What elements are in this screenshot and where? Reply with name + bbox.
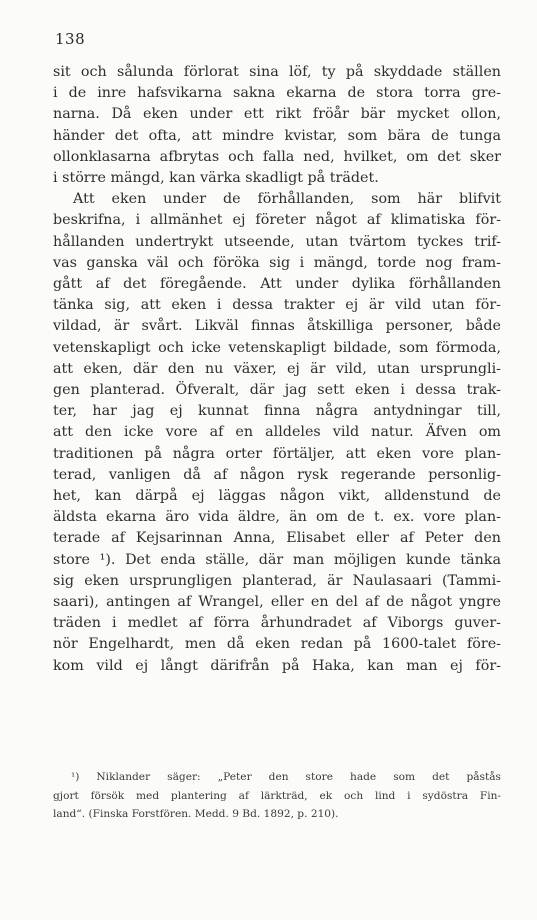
text-line: träden i medlet af förra århundradet af Viborgs guver- [53,615,501,632]
text-line: kom vild ej långt därifrån på Haka, kan man ej för- [53,657,501,674]
footnote-line: land“. (Finska Forstfören. Medd. 9 Bd. 1892, p. 210). [53,808,339,820]
text-line: vas ganska väl och föröka sig i mängd, torde nog fram- [53,254,501,271]
footnote [53,768,501,824]
text-line: i de inre hafsvikarna sakna ekarna de stora torra gre- [53,85,501,102]
text-line: gen planterad. Öfveralt, där jag sett eken i dessa trak- [53,382,501,399]
text-line: händer det ofta, att mindre kvistar, som bära de tunga [53,127,501,144]
text-line: Att eken under de förhållanden, som här blifvit [73,191,501,208]
text-line: ollonklasarna afbrytas och falla ned, hvilket, om det sker [53,148,501,165]
text-line: tänka sig, att eken i dessa trakter ej är vild utan för- [53,297,501,314]
text-line: äldsta ekarna äro vida äldre, än om de t. ex. vore plan- [53,509,501,526]
text-line: saari), antingen af Wrangel, eller en del af de något yngre [53,594,501,611]
text-line: store ¹). Det enda ställe, där man möjligen kunde tänka [53,551,501,568]
text-line: att den icke vore af en alldeles vild natur. Äfven om [53,424,501,441]
footnote-line: gjort försök med plantering af lärkträd, ek och lind i sydöstra Fin- [53,789,501,802]
body-text [53,62,501,677]
footnote-line: ¹) Niklander säger: „Peter den store hade som det påstås [71,771,501,783]
text-line: narna. Då eken under ett rikt fröår bär mycket ollon, [53,106,501,123]
text-line: nör Engelhardt, men då eken redan på 1600-talet före- [53,636,501,653]
text-line: att eken, där den nu växer, ej är vild, utan ursprungli- [53,360,501,377]
text-line: i större mängd, kan värka skadligt på trädet. [53,170,379,187]
text-line: hållanden undertrykt utseende, utan tvärtom tyckes trif- [53,233,501,250]
text-line: ter, har jag ej kunnat finna några antydningar till, [53,403,501,420]
text-line: sig eken ursprungligen planterad, är Naulasaari (Tammi- [53,572,501,589]
text-line: gått af det föregående. Att under dylika förhållanden [53,276,501,293]
page-number: 138 [55,30,86,48]
text-line: het, kan därpå ej läggas någon vikt, alldenstund de [53,488,501,505]
text-line: beskrifna, i allmänhet ej företer något af klimatiska för- [53,212,501,229]
text-line: vetenskapligt och icke vetenskapligt bildade, som förmoda, [53,339,501,356]
text-line: terade af Kejsarinnan Anna, Elisabet eller af Peter den [53,530,501,547]
text-line: traditionen på några orter förtäljer, att eken vore plan- [53,445,501,462]
text-line: sit och sålunda förlorat sina löf, ty på skyddade ställen [53,64,501,80]
text-line: vildad, är svårt. Likväl finnas åtskilliga personer, både [53,318,501,335]
text-line: terad, vanligen då af någon rysk regerande personlig- [53,466,501,483]
